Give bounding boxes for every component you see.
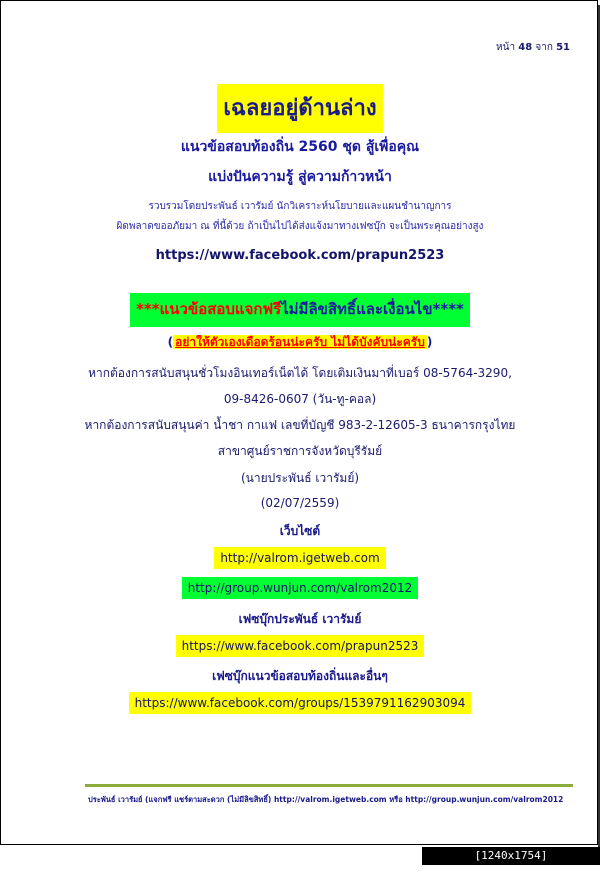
banner-blue-text: ไม่มีลิขสิทธิ์และเงื่อนไข**** [281, 300, 464, 318]
facebook-link-1[interactable]: https://www.facebook.com/prapun2523 [176, 635, 425, 657]
facebook-link-1-row [0, 635, 600, 657]
subtitle-2: แบ่งปันความรู้ สู่ความก้าวหน้า [208, 169, 392, 185]
facebook-heading-1: เฟซบุ๊กประพันธ์ เวารัมย์ [238, 612, 362, 626]
warning-close-paren: ) [426, 335, 433, 349]
support-line-2: 09-8426-0607 (วัน-ทู-คอล) [223, 392, 377, 406]
title-text: เฉลยอยู่ด้านล่าง [217, 84, 382, 133]
website-link-2[interactable]: http://group.wunjun.com/valrom2012 [182, 577, 419, 599]
page-number [496, 40, 570, 55]
signature: (นายประพันธ์ เวารัมย์) [240, 471, 360, 485]
support-line-3: หากต้องการสนับสนุนค่า น้ำชา กาแฟ เลขที่บัญชี 983-2-12605-3 ธนาคารกรุงไทย [84, 418, 516, 432]
support-line-1: หากต้องการสนับสนุนชั่วโมงอินเทอร์เน็ตได้ โดยเติมเงินมาที่เบอร์ 08-5764-3290, [88, 366, 512, 380]
facebook-link-2[interactable]: https://www.facebook.com/groups/1539791162903094 [129, 692, 472, 714]
upic-watermark: [1240x1754] https://upic.me/ [422, 847, 600, 865]
website-link-2-row [0, 577, 600, 599]
compiled-by-text: รวบรวมโดยประพันธ์ เวารัมย์ นักวิเคราะห์นโยบายและแผนชำนาญการ [148, 201, 452, 212]
facebook-link-top[interactable]: https://www.facebook.com/prapun2523 [155, 248, 445, 263]
page-title [0, 84, 600, 133]
page-of-label: จาก [535, 42, 553, 53]
website-link-1[interactable]: http://valrom.igetweb.com [214, 547, 385, 569]
date: (02/07/2559) [260, 496, 340, 510]
facebook-link-2-row [0, 692, 600, 714]
page-label: หน้า [496, 42, 516, 53]
page-current: 48 [518, 42, 533, 53]
footer-rule [85, 784, 573, 787]
banner-red-text: ***แนวข้อสอบแจกฟรี [136, 300, 282, 318]
apology-text: ผิดพลาดขออภัยมา ณ ที่นี้ด้วย ถ้าเป็นไปได้ส่งแจ้งมาทางเฟซบุ๊ก จะเป็นพระคุณอย่างสูง [116, 221, 484, 232]
warning-text: อย่าให้ตัวเองเดือดร้อนน่ะครับ ไม่ได้บังคับน่ะครับ [175, 335, 425, 349]
website-heading: เว็บไซต์ [279, 524, 321, 538]
warning-line [0, 333, 600, 352]
website-link-1-row [0, 547, 600, 569]
warning-open-paren: ( [167, 335, 174, 349]
footer-text: ประพันธ์ เวารัมย์ (แจกฟรี แชร์ตามสะดวก (ไม่มีลิขสิทธิ์) http://valrom.igetweb.com หรือ http://group.wunjun.com/valrom2012 [88, 795, 564, 804]
free-banner [0, 293, 600, 327]
support-line-4: สาขาศูนย์ราชการจังหวัดบุรีรัมย์ [217, 444, 383, 458]
page-total: 51 [556, 42, 570, 53]
subtitle-1: แนวข้อสอบท้องถิ่น 2560 ชุด สู้เพื่อคุณ [180, 139, 420, 155]
facebook-heading-2: เฟซบุ๊กแนวข้อสอบท้องถิ่นและอื่นๆ [212, 669, 388, 683]
